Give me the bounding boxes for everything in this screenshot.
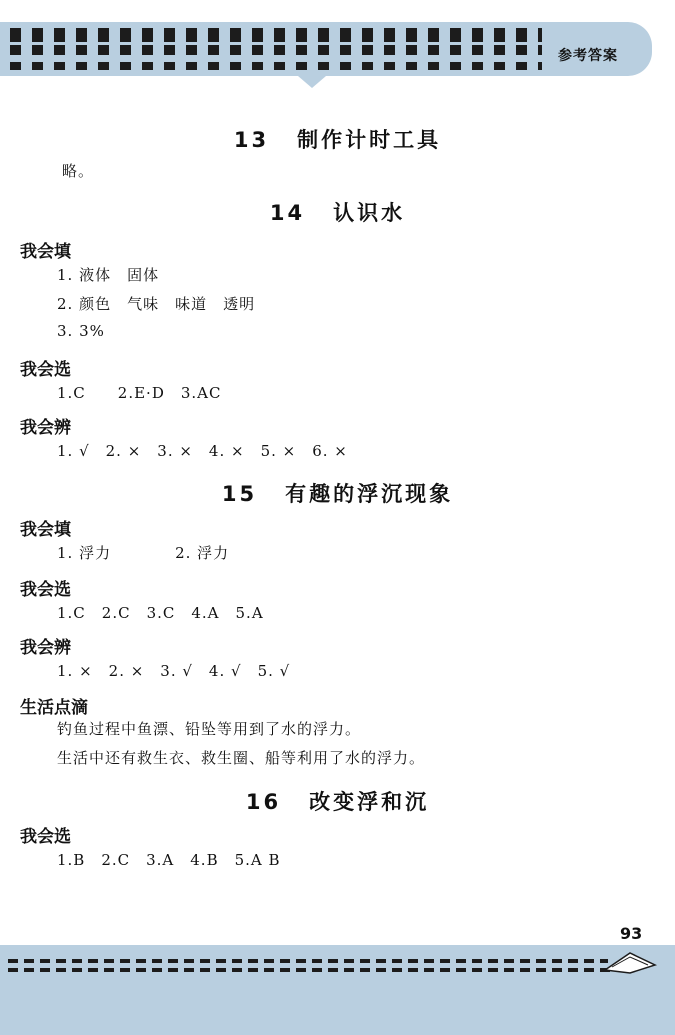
subheading-choose: 我会选 — [20, 360, 71, 380]
answer-line: 1. √ 2. × 3. × 4. × 5. × 6. × — [57, 442, 348, 460]
section-title-16 — [0, 786, 675, 816]
answer-line: 1.C 2.E·D 3.AC — [57, 384, 222, 402]
answer-line: 1. 液体 固体 — [57, 266, 160, 284]
subheading-judge: 我会辨 — [20, 638, 71, 658]
section-number: 13 — [233, 128, 270, 152]
section-title-14 — [0, 197, 675, 227]
answer-line: 1.C 2.C 3.C 4.A 5.A — [57, 604, 264, 622]
header-stripes — [10, 62, 542, 70]
page-header — [0, 0, 675, 92]
answer-line: 3. 3% — [57, 322, 105, 340]
page-number: 93 — [620, 924, 643, 943]
header-notch-icon — [298, 76, 326, 88]
header-decorative-bar — [0, 22, 652, 76]
answer-line: 略。 — [62, 162, 95, 180]
answer-line: 1.B 2.C 3.A 4.B 5.A B — [57, 851, 281, 869]
footer-dashes — [8, 959, 608, 963]
subheading-judge: 我会辨 — [20, 418, 71, 438]
section-number: 15 — [221, 482, 258, 506]
subheading-fill: 我会填 — [20, 520, 71, 540]
section-title-13 — [0, 124, 675, 154]
section-title-text: 认识水 — [333, 201, 406, 225]
answer-line: 生活中还有救生衣、救生圈、船等利用了水的浮力。 — [57, 749, 426, 767]
footer-dashes — [8, 968, 618, 972]
section-number: 14 — [269, 201, 306, 225]
answer-line: 1. 浮力 2. 浮力 — [57, 544, 230, 562]
section-title-15 — [0, 478, 675, 508]
header-label: 参考答案 — [558, 48, 618, 64]
subheading-choose: 我会选 — [20, 580, 71, 600]
page-footer — [0, 945, 675, 1035]
section-title-text: 有趣的浮沉现象 — [285, 482, 454, 506]
answer-line: 1. × 2. × 3. √ 4. √ 5. √ — [57, 662, 291, 680]
answer-line: 2. 颜色 气味 味道 透明 — [57, 295, 256, 313]
answer-line: 钓鱼过程中鱼漂、铅坠等用到了水的浮力。 — [57, 720, 362, 738]
section-number: 16 — [245, 790, 282, 814]
subheading-fill: 我会填 — [20, 242, 71, 262]
section-title-text: 改变浮和沉 — [309, 790, 430, 814]
subheading-life: 生活点滴 — [20, 698, 88, 718]
subheading-choose: 我会选 — [20, 827, 71, 847]
section-title-text: 制作计时工具 — [297, 128, 442, 152]
header-stripes — [10, 28, 542, 42]
header-stripes — [10, 45, 542, 55]
